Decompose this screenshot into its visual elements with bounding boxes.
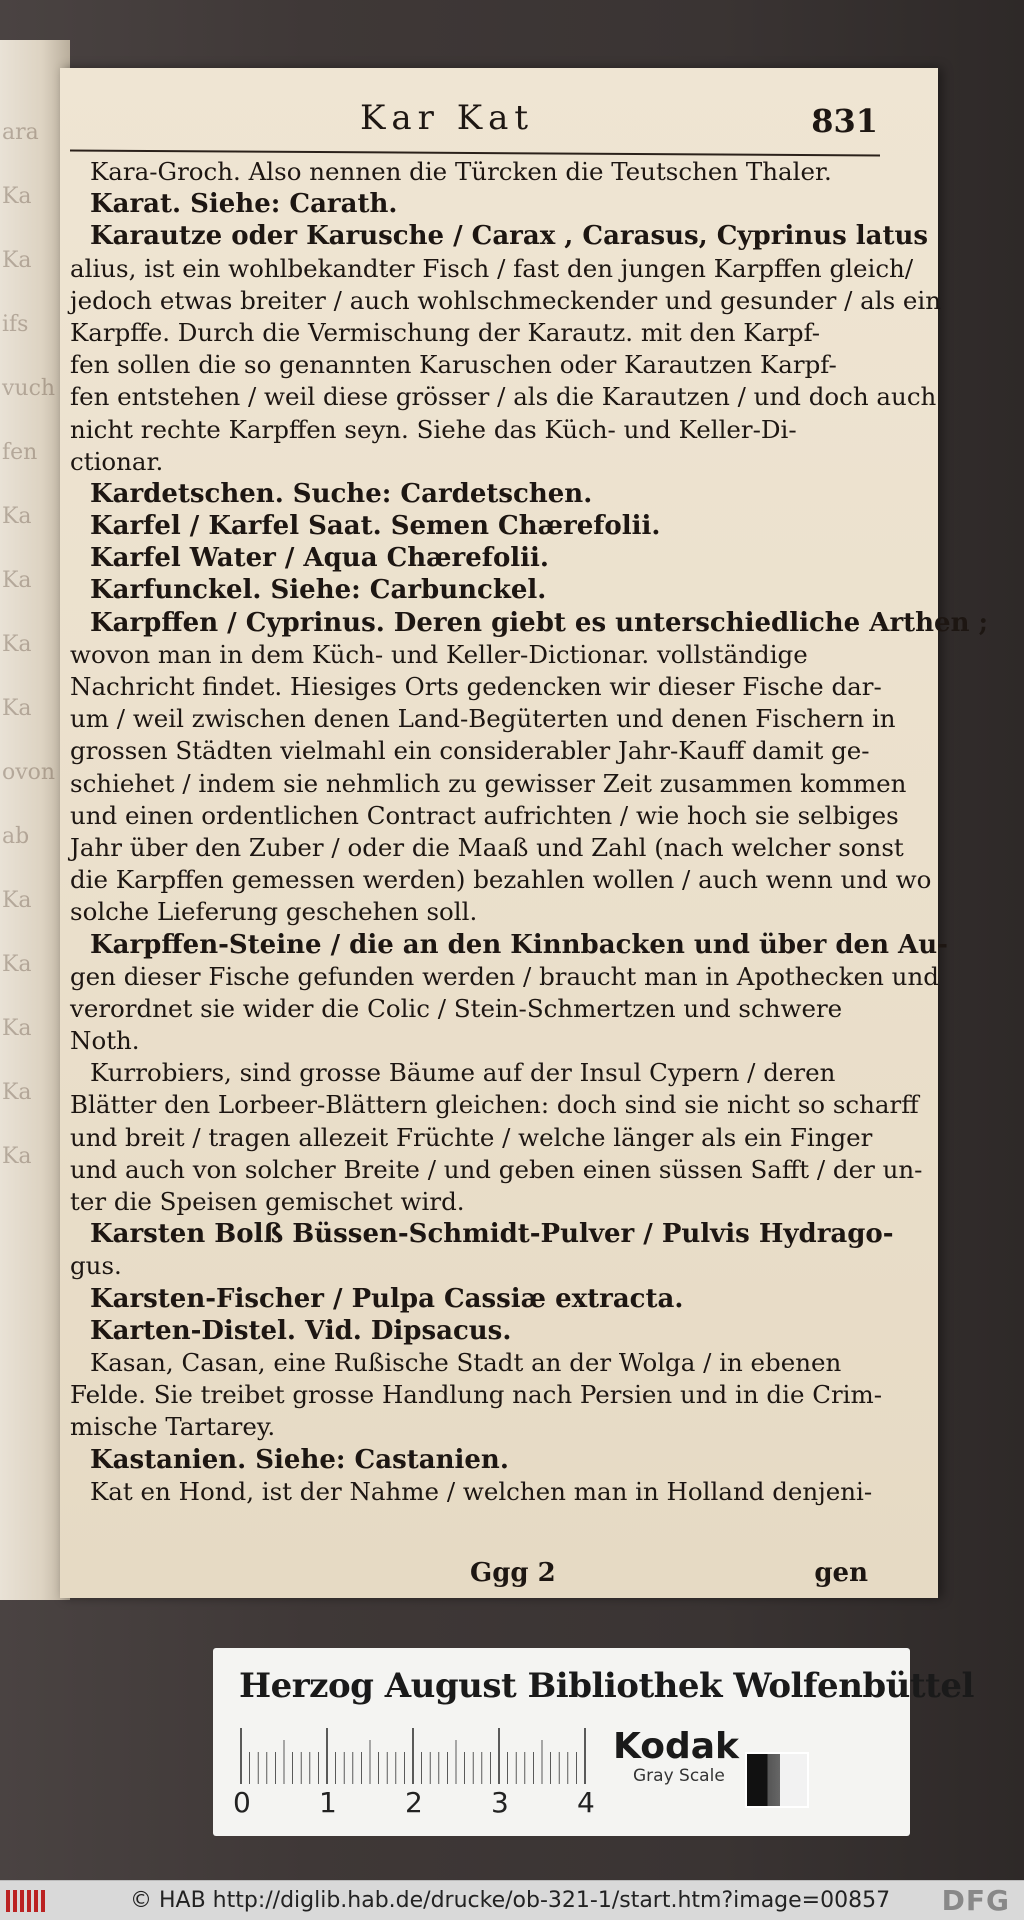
- text-line: Karpffe. Durch die Vermischung der Karautz. mit den Karpf-: [70, 317, 821, 347]
- adjacent-page-fragment: Ka: [2, 632, 32, 657]
- book-page: [60, 68, 989, 1598]
- adjacent-page-fragment: Ka: [2, 1016, 32, 1041]
- adjacent-page-fragment: ab: [2, 824, 30, 849]
- header-words: Kar Kat: [360, 98, 535, 138]
- text-line: Kara-Groch. Also nennen die Türcken die Teutschen Thaler.: [90, 157, 832, 186]
- text-line: solche Lieferung geschehen soll.: [70, 897, 478, 927]
- adjacent-page-fragment: ovon: [2, 760, 56, 785]
- text-line: Felde. Sie treibet grosse Handlung nach Persien und in die Crim-: [70, 1380, 883, 1410]
- text-line: um / weil zwischen denen Land-Begüterten und denen Fischern in: [70, 704, 896, 734]
- catchline: [60, 1558, 938, 1598]
- text-line: Karsten-Fischer / Pulpa Cassiæ extracta.: [90, 1283, 684, 1314]
- text-line: Karautze oder Karusche / Carax , Carasus, Cyprinus latus: [90, 221, 929, 252]
- ruler-label: 3: [491, 1786, 509, 1819]
- adjacent-page-fragment: Ka: [2, 504, 32, 529]
- signature-mark: Ggg 2: [470, 1558, 556, 1588]
- adjacent-page-fragment: Ka: [2, 888, 32, 913]
- library-banner: [213, 1648, 974, 1836]
- text-line: alius, ist ein wohlbekandter Fisch / fast den jungen Karpffen gleich/: [70, 253, 914, 283]
- text-line: nicht rechte Karpffen seyn. Siehe das Küch- und Keller-Di-: [70, 414, 797, 444]
- text-line: ter die Speisen gemischet wird.: [70, 1187, 465, 1216]
- text-line: mische Tartarey.: [70, 1412, 276, 1442]
- text-line: gen dieser Fische gefunden werden / braucht man in Apothecken und: [70, 961, 939, 991]
- adjacent-page-fragment: Ka: [2, 1080, 32, 1105]
- adjacent-page-fragment: Ka: [2, 1144, 32, 1169]
- text-line: Jahr über den Zuber / oder die Maaß und Zahl (nach welcher sonst: [70, 832, 904, 862]
- adjacent-page-fragment: Ka: [2, 568, 32, 593]
- text-line: jedoch etwas breiter / auch wohlschmeckender und gesunder / als ein: [70, 285, 942, 315]
- text-line: Kardetschen. Suche: Cardetschen.: [90, 478, 593, 509]
- adjacent-page-fragment: Ka: [2, 184, 32, 209]
- catchword: gen: [814, 1558, 868, 1588]
- text-line: gus.: [70, 1251, 122, 1281]
- text-line: fen sollen die so genannten Karuschen oder Karautzen Karpf-: [70, 350, 837, 380]
- text-line: schiehet / indem sie nehmlich zu gewisser Zeit zusammen kommen: [70, 768, 907, 798]
- adjacent-page-fragment: Ka: [2, 952, 32, 977]
- text-line: Karten-Distel. Vid. Dipsacus.: [90, 1315, 512, 1346]
- text-line: Kat en Hond, ist der Nahme / welchen man in Holland denjeni-: [90, 1476, 873, 1506]
- measurement-ruler: [233, 1724, 601, 1819]
- gray-scale-label: Gray Scale: [633, 1766, 725, 1786]
- kodak-logo: Kodak: [613, 1726, 739, 1767]
- text-line: grossen Städten vielmahl ein considerabler Jahr-Kauff damit ge-: [70, 736, 870, 766]
- dfg-logo: DFG: [941, 1884, 1010, 1917]
- text-line: und einen ordentlichen Contract aufrichten / wie hoch sie selbiges: [70, 800, 899, 830]
- footer-copyright-link[interactable]: © HAB http://diglib.hab.de/drucke/ob-321-1/start.htm?image=00857: [130, 1888, 891, 1913]
- ruler-label: 2: [405, 1786, 423, 1819]
- text-line: Karpffen / Cyprinus. Deren giebt es unterschiedliche Arthen ;: [90, 607, 989, 638]
- text-line: Karfunckel. Siehe: Carbunckel.: [90, 575, 547, 606]
- running-header: [60, 98, 938, 148]
- hab-logo-icon: [4, 1888, 48, 1914]
- text-line: verordnet sie wider die Colic / Stein-Schmertzen und schwere: [70, 993, 843, 1023]
- text-line: und auch von solcher Breite / und geben einen süssen Safft / der un-: [70, 1154, 923, 1184]
- text-line: Karsten Bolß Büssen-Schmidt-Pulver / Pulvis Hydrago-: [90, 1219, 894, 1250]
- text-line: Karpffen-Steine / die an den Kinnbacken und über den Au-: [90, 929, 948, 960]
- text-line: die Karpffen gemessen werden) bezahlen wollen / auch wenn und wo: [70, 865, 932, 895]
- text-line: Nachricht findet. Hiesiges Orts gedencken wir dieser Fische dar-: [70, 672, 882, 701]
- ruler-label: 4: [577, 1786, 595, 1819]
- text-line: Kurrobiers, sind grosse Bäume auf der Insul Cypern / deren: [90, 1058, 836, 1088]
- adjacent-page-fragment: Ka: [2, 696, 32, 721]
- text-line: ctionar.: [70, 446, 164, 476]
- text-line: und breit / tragen allezeit Früchte / welche länger als ein Finger: [70, 1122, 873, 1152]
- ruler-label: 0: [233, 1786, 251, 1819]
- text-line: Karfel Water / Aqua Chærefolii.: [90, 543, 549, 574]
- text-line: Kastanien. Siehe: Castanien.: [90, 1444, 509, 1475]
- text-line: Blätter den Lorbeer-Blättern gleichen: doch sind sie nicht so scharff: [70, 1090, 919, 1120]
- adjacent-page-fragment: fen: [2, 440, 38, 465]
- text-line: Karfel / Karfel Saat. Semen Chærefolii.: [90, 511, 661, 542]
- text-line: Kasan, Casan, eine Rußische Stadt an der Wolga / in ebenen: [90, 1347, 842, 1377]
- text-line: Karat. Siehe: Carath.: [90, 189, 398, 220]
- text-line: fen entstehen / weil diese grösser / als die Karautzen / und doch auch: [70, 382, 937, 412]
- adjacent-page-fragment: Ka: [2, 248, 32, 273]
- page-number: 831: [811, 102, 878, 140]
- ruler-ticks: [241, 1724, 601, 1784]
- library-name: Herzog August Bibliothek Wolfenbüttel: [239, 1666, 974, 1706]
- text-line: wovon man in dem Küch- und Keller-Dictionar. vollständige: [70, 639, 808, 669]
- gray-scale-patch: [745, 1752, 809, 1808]
- ruler-label: 1: [319, 1786, 337, 1819]
- adjacent-page-fragment: ara: [2, 120, 39, 145]
- footer-bar: [0, 1880, 1024, 1920]
- adjacent-page-fragment: ifs: [2, 312, 29, 337]
- adjacent-page-fragment: vuch: [2, 376, 56, 401]
- text-line: Noth.: [70, 1026, 140, 1056]
- body-text: [70, 156, 989, 1508]
